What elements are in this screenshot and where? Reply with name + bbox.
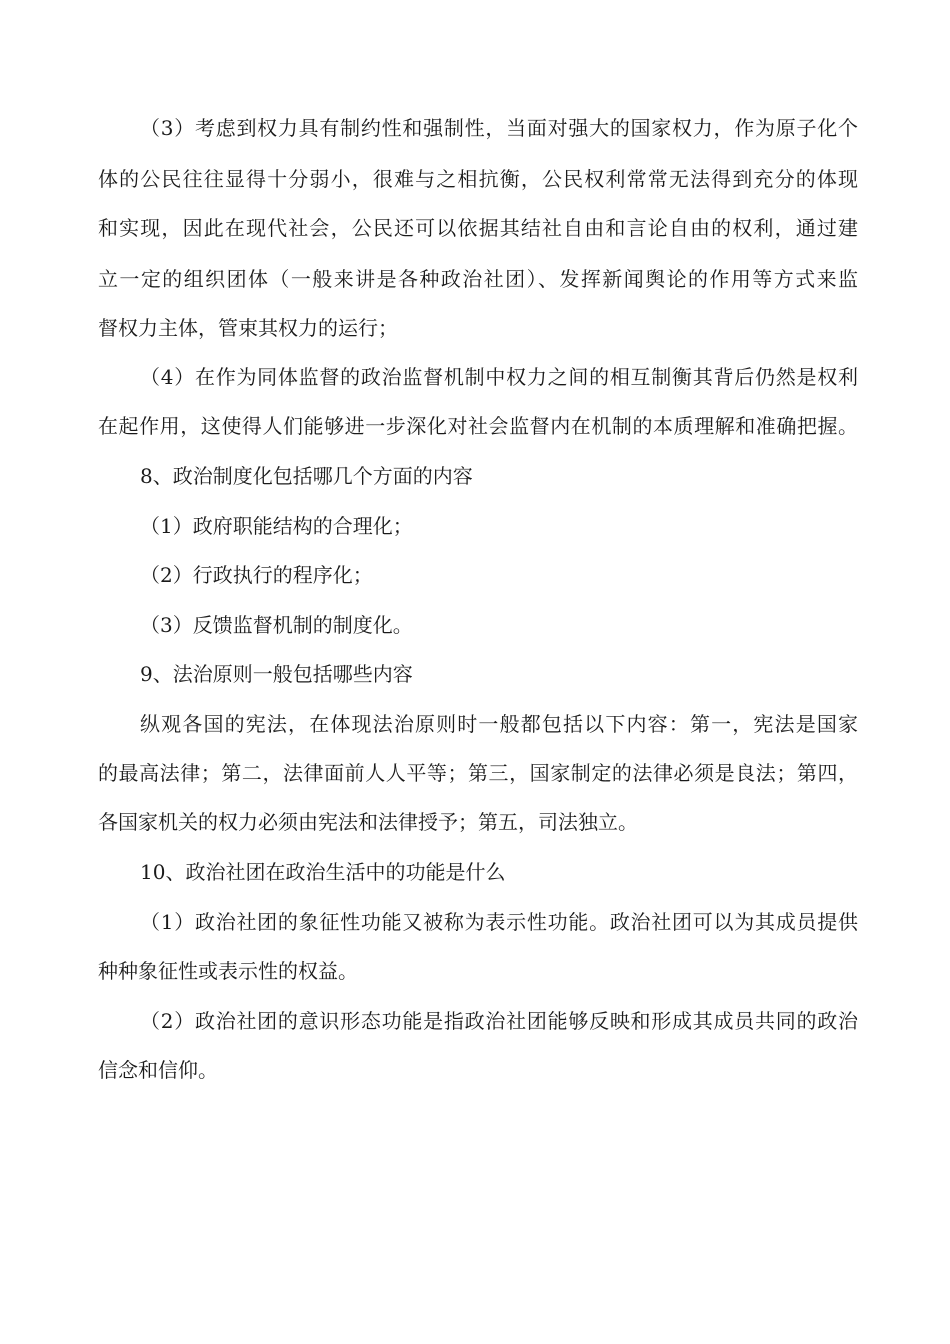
list-item: （3）反馈监督机制的制度化。 <box>140 613 413 637</box>
text-line: 种种象征性或表示性的权益。 <box>98 959 358 983</box>
question-heading: 9、法治原则一般包括哪些内容 <box>140 662 413 686</box>
text-line: （1）政治社团的象征性功能又被称为表示性功能。政治社团可以为其成员提供 <box>140 910 858 934</box>
list-item: （2）行政执行的程序化； <box>140 563 373 587</box>
text-line: 立一定的组织团体（一般来讲是各种政治社团）、发挥新闻舆论的作用等方式来监 <box>98 267 858 291</box>
text-line: 信念和信仰。 <box>98 1058 218 1082</box>
text-line: 各国家机关的权力必须由宪法和法律授予；第五，司法独立。 <box>98 810 638 834</box>
text-line: （3）考虑到权力具有制约性和强制性，当面对强大的国家权力，作为原子化个 <box>140 116 858 140</box>
text-line: 在起作用，这使得人们能够进一步深化对社会监督内在机制的本质理解和准确把握。 <box>98 414 858 438</box>
text-line: 督权力主体，管束其权力的运行； <box>98 316 398 340</box>
text-line: 的最高法律；第二，法律面前人人平等；第三，国家制定的法律必须是良法；第四， <box>98 761 858 785</box>
question-heading: 10、政治社团在政治生活中的功能是什么 <box>140 860 506 884</box>
text-line: 体的公民往往显得十分弱小，很难与之相抗衡，公民权利常常无法得到充分的体现 <box>98 167 858 191</box>
question-heading: 8、政治制度化包括哪几个方面的内容 <box>140 464 473 488</box>
text-line: 和实现，因此在现代社会，公民还可以依据其结社自由和言论自由的权利，通过建 <box>98 216 858 240</box>
list-item: （1）政府职能结构的合理化； <box>140 514 413 538</box>
text-line: （2）政治社团的意识形态功能是指政治社团能够反映和形成其成员共同的政治 <box>140 1009 858 1033</box>
text-line: 纵观各国的宪法，在体现法治原则时一般都包括以下内容：第一，宪法是国家 <box>140 712 858 736</box>
text-line: （4）在作为同体监督的政治监督机制中权力之间的相互制衡其背后仍然是权利 <box>140 365 858 389</box>
